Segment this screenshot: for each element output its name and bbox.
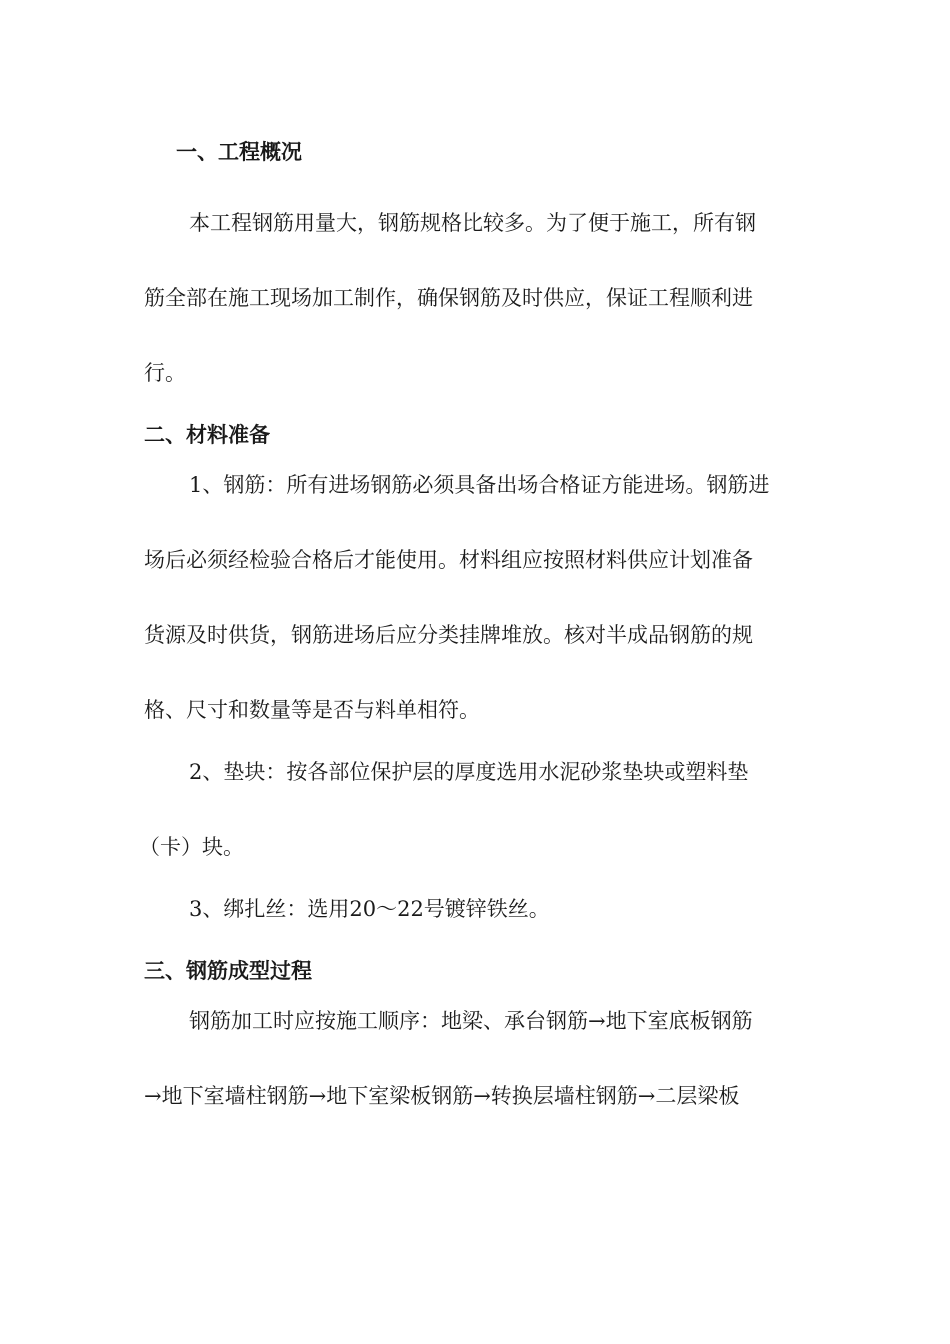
paragraph-line: 筋全部在施工现场加工制作，确保钢筋及时供应，保证工程顺利进 [144,286,753,310]
paragraph-line: 钢筋加工时应按施工顺序：地梁、承台钢筋→地下室底板钢筋 [189,1009,753,1033]
paragraph-line: 行。 [144,361,186,385]
paragraph-line: 场后必须经检验合格后才能使用。材料组应按照材料供应计划准备 [144,548,753,572]
section-heading: 一、工程概况 [176,140,302,164]
paragraph-line: 1、钢筋：所有进场钢筋必须具备出场合格证方能进场。钢筋进 [189,473,770,497]
paragraph-line: （卡）块。 [139,835,244,859]
paragraph-line: 货源及时供货，钢筋进场后应分类挂牌堆放。核对半成品钢筋的规 [144,623,753,647]
section-heading: 二、材料准备 [144,423,270,447]
section-heading: 三、钢筋成型过程 [144,959,312,983]
paragraph-line: 3、绑扎丝：选用20～22号镀锌铁丝。 [189,897,550,921]
paragraph-line: 2、垫块：按各部位保护层的厚度选用水泥砂浆垫块或塑料垫 [189,760,749,784]
paragraph-line: 格、尺寸和数量等是否与料单相符。 [144,698,480,722]
paragraph-line: →地下室墙柱钢筋→地下室梁板钢筋→转换层墙柱钢筋→二层梁板 [144,1084,740,1108]
paragraph-line: 本工程钢筋用量大，钢筋规格比较多。为了便于施工，所有钢 [189,211,756,235]
